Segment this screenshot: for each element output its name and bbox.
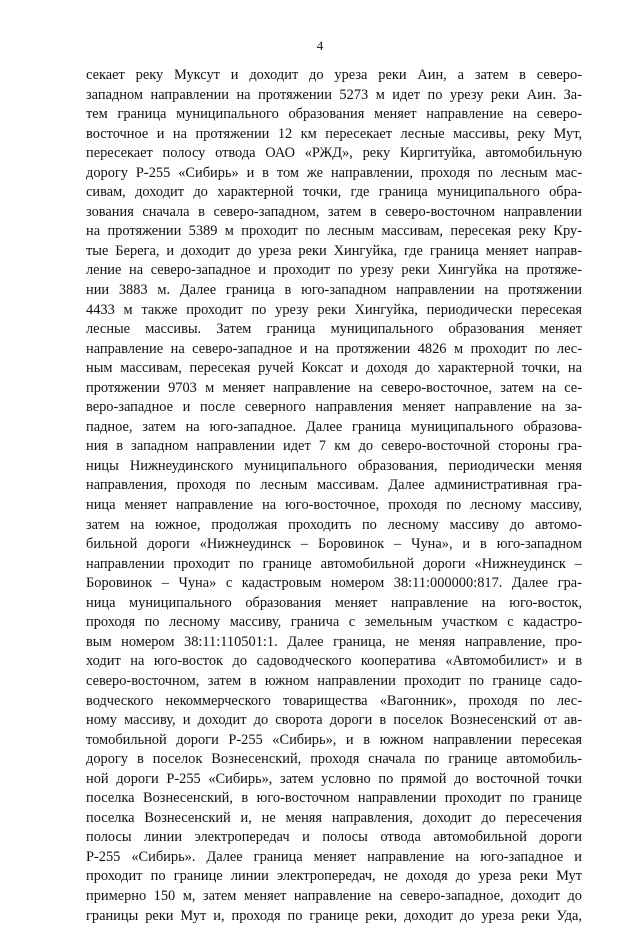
text-line: падное, затем на юго-западное. Далее граница муниципального образова-: [86, 418, 582, 435]
text-line: полосы линии электропередач и полосы отвода автомобильной дороги: [86, 829, 582, 846]
text-line: Р-255 «Сибирь». Далее граница меняет направление на юго-западное и: [86, 848, 582, 865]
page-number: 4: [316, 38, 324, 53]
text-line: ходит на юго-восток до садоводческого кооператива «Автомобилист» и в: [86, 653, 582, 670]
text-line: границы реки Мут и, проходя по границе реки, доходит до уреза реки Уда,: [86, 907, 582, 924]
text-line: направлении проходит по границе автомобильной дороги «Нижнеудинск –: [86, 555, 582, 572]
text-line: западном направлении на протяжении 5273 м идет по урезу реки Аин. За-: [86, 86, 582, 103]
text-line: ница муниципального образования меняет направление на юго-восток,: [86, 594, 582, 611]
text-line: 4433 м также проходит по урезу реки Хингуйка, периодически пересекая: [86, 301, 582, 318]
text-line: затем на южное, продолжая проходить по лесному массиву до автомо-: [86, 516, 582, 533]
text-line: дорогу Р-255 «Сибирь» и в том же направлении, проходя по лесным мас-: [86, 164, 582, 181]
text-line: ной дороги Р-255 «Сибирь», затем условно по прямой до восточной точки: [86, 770, 582, 787]
text-line: направления, проходя по лесным массивам. Далее административная гра-: [86, 477, 582, 494]
text-line: поселка Вознесенский и, не меняя направления, доходит до пересечения: [86, 809, 582, 826]
text-line: ния в западном направлении идет 7 км до северо-восточной стороны гра-: [86, 438, 582, 455]
text-line: пересекает полосу отвода ОАО «РЖД», реку Киргитуйка, автомобильную: [86, 145, 582, 162]
text-line: дорогу в поселок Вознесенский, проходя сначала по границе автомобиль-: [86, 751, 582, 768]
text-line: направление на северо-западное и на протяжении 4826 м проходит по лес-: [86, 340, 582, 357]
text-line: зования сначала в северо-западном, затем в северо-восточном направлении: [86, 203, 582, 220]
text-line: проходит по границе линии электропередач, не доходя до уреза реки Мут: [86, 868, 582, 885]
text-line: поселка Вознесенский, в юго-восточном направлении проходит по границе: [86, 790, 582, 807]
text-line: вым номером 38:11:110501:1. Далее граница, не меняя направление, про-: [86, 633, 582, 650]
text-line: тем граница муниципального образования меняет направление на северо-: [86, 106, 582, 123]
text-line: восточное и на протяжении 12 км пересекает лесные массивы, реку Мут,: [86, 125, 582, 142]
text-line: ление на северо-западное и проходит по урезу реки Хингуйка на протяже-: [86, 262, 582, 279]
text-line: нии 3883 м. Далее граница в юго-западном направлении на протяжении: [86, 282, 582, 299]
text-line: ному массиву, и доходит до сворота дороги в поселок Вознесенский от ав-: [86, 712, 582, 729]
text-line: северо-восточном, затем в южном направлении проходит по границе садо-: [86, 672, 582, 689]
text-line: на протяжении 5389 м проходит по лесным массивам, пересекая реку Кру-: [86, 223, 582, 240]
text-line: ницы Нижнеудинского муниципального образования, периодически меняя: [86, 457, 582, 474]
text-line: ница меняет направление на юго-восточное, проходя по лесному массиву,: [86, 497, 582, 514]
text-line: томобильной дороги Р-255 «Сибирь», и в южном направлении пересекая: [86, 731, 582, 748]
text-line: лесные массивы. Затем граница муниципального образования меняет: [86, 321, 582, 338]
text-line: проходя по лесному массиву, граничa с земельным участком с кадастро-: [86, 614, 582, 631]
text-line: ным массивам, пересекая ручей Коксат и доходя до характерной точки, на: [86, 360, 582, 377]
body-paragraph: [86, 66, 582, 926]
text-line: тые Берега, и доходит до уреза реки Хингуйка, где граница меняет направ-: [86, 242, 582, 259]
text-line: протяжении 9703 м меняет направление на северо-восточное, затем на се-: [86, 379, 582, 396]
text-line: сивам, доходит до характерной точки, где граница муниципального обра-: [86, 184, 582, 201]
text-line: водческого некоммерческого товарищества «Вагонник», проходя по лес-: [86, 692, 582, 709]
text-line: секает реку Муксут и доходит до уреза реки Аин, а затем в северо-: [86, 67, 582, 83]
text-line: веро-западное и после северного направления меняет направление на за-: [86, 399, 582, 416]
text-line: бильной дороги «Нижнеудинск – Боровинок – Чуна», и в юго-западном: [86, 536, 582, 553]
text-line: примерно 150 м, затем меняет направление на северо-западное, доходит до: [86, 887, 582, 904]
text-line: Боровинок – Чуна» с кадастровым номером 38:11:000000:817. Далее гра-: [86, 575, 582, 592]
